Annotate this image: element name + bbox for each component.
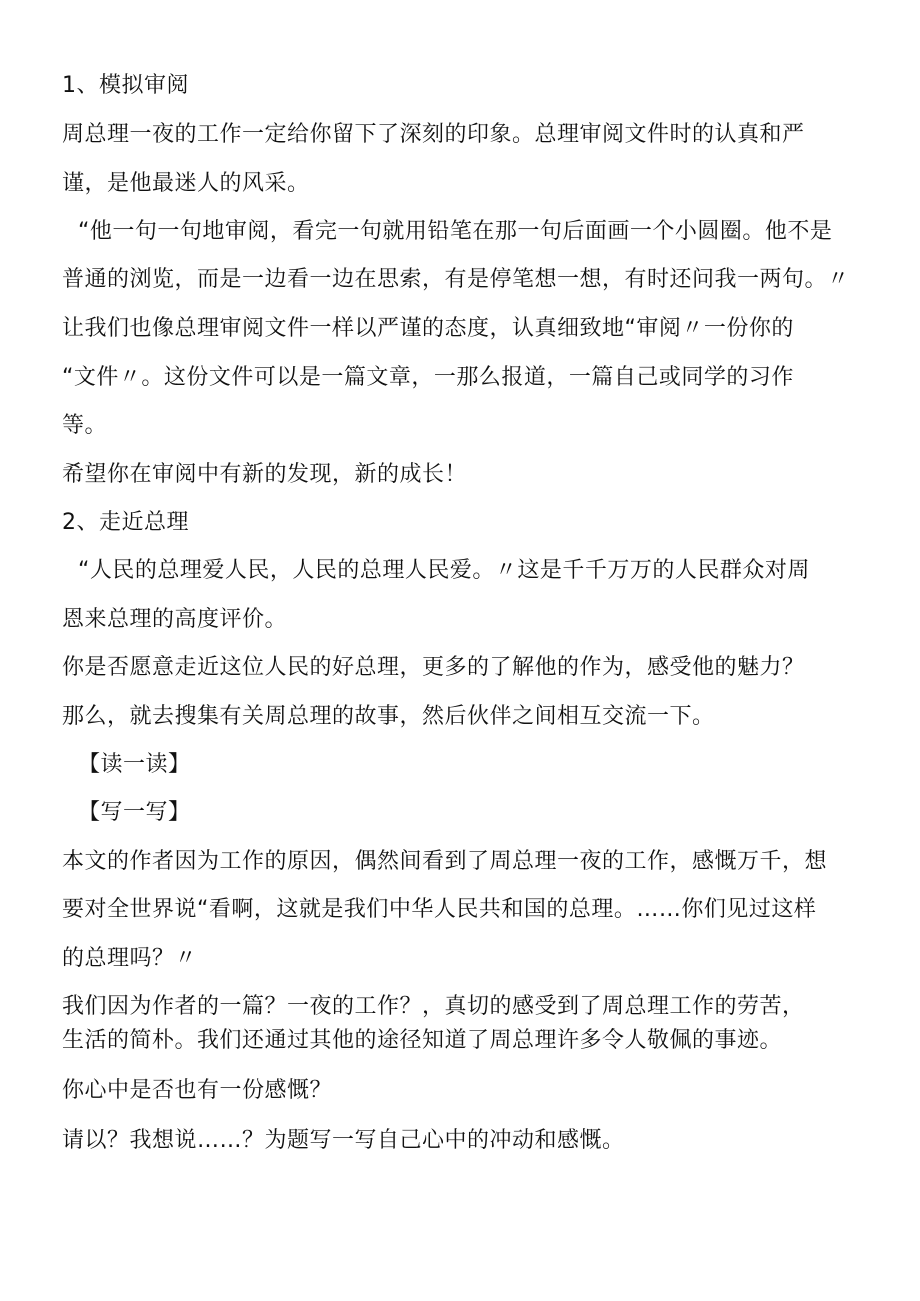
quote-line: “人民的总理爱人民，人民的总理人民爱。〃这是千千万万的人民群众对周: [78, 558, 810, 583]
quote-line: 普通的浏览，而是一边看一边在思索，有是停笔想一想，有时还问我一两句。〃: [62, 267, 850, 292]
paragraph-line: 我们因为作者的一篇？一夜的工作？，真切的感受到了周总理工作的劳苦，: [62, 994, 805, 1019]
paragraph-line: 要对全世界说“看啊，这就是我们中华人民共和国的总理。……你们见过这样: [62, 897, 817, 922]
section-heading-2: 2、走近总理: [62, 510, 189, 535]
paragraph-line: 请以？我想说……？为题写一写自己心中的冲动和感慨。: [62, 1128, 625, 1153]
paragraph-line: “文件〃。这份文件可以是一篇文章，一那么报道，一篇自己或同学的习作: [62, 365, 794, 390]
subheading-read: 【读一读】: [78, 752, 191, 777]
subheading-write: 【写一写】: [78, 800, 191, 825]
paragraph-line: 你心中是否也有一份感慨？: [62, 1078, 333, 1103]
paragraph-line: 谨，是他最迷人的风采。: [62, 171, 310, 196]
paragraph-line: 你是否愿意走近这位人民的好总理，更多的了解他的作为，感受他的魅力？: [62, 655, 805, 680]
paragraph-line: 希望你在审阅中有新的发现，新的成长！: [62, 462, 468, 487]
paragraph-line: 的总理吗？〃: [62, 946, 198, 971]
paragraph-line: 周总理一夜的工作一定给你留下了深刻的印象。总理审阅文件时的认真和严: [62, 122, 805, 147]
quote-line: “他一句一句地审阅，看完一句就用铅笔在那一句后面画一个小圆圈。他不是: [78, 219, 833, 244]
paragraph-line: 那么，就去搜集有关周总理的故事，然后伙伴之间相互交流一下。: [62, 704, 715, 729]
paragraph-line: 恩来总理的高度评价。: [62, 607, 288, 632]
paragraph-line: 让我们也像总理审阅文件一样以严谨的态度，认真细致地“审阅〃一份你的: [62, 316, 794, 341]
paragraph-line: 本文的作者因为工作的原因，偶然间看到了周总理一夜的工作，感慨万千，想: [62, 849, 828, 874]
section-heading-1: 1、模拟审阅: [62, 73, 189, 98]
paragraph-line: 等。: [62, 413, 108, 438]
paragraph-line: 生活的简朴。我们还通过其他的途径知道了周总理许多令人敬佩的事迹。: [62, 1028, 783, 1053]
